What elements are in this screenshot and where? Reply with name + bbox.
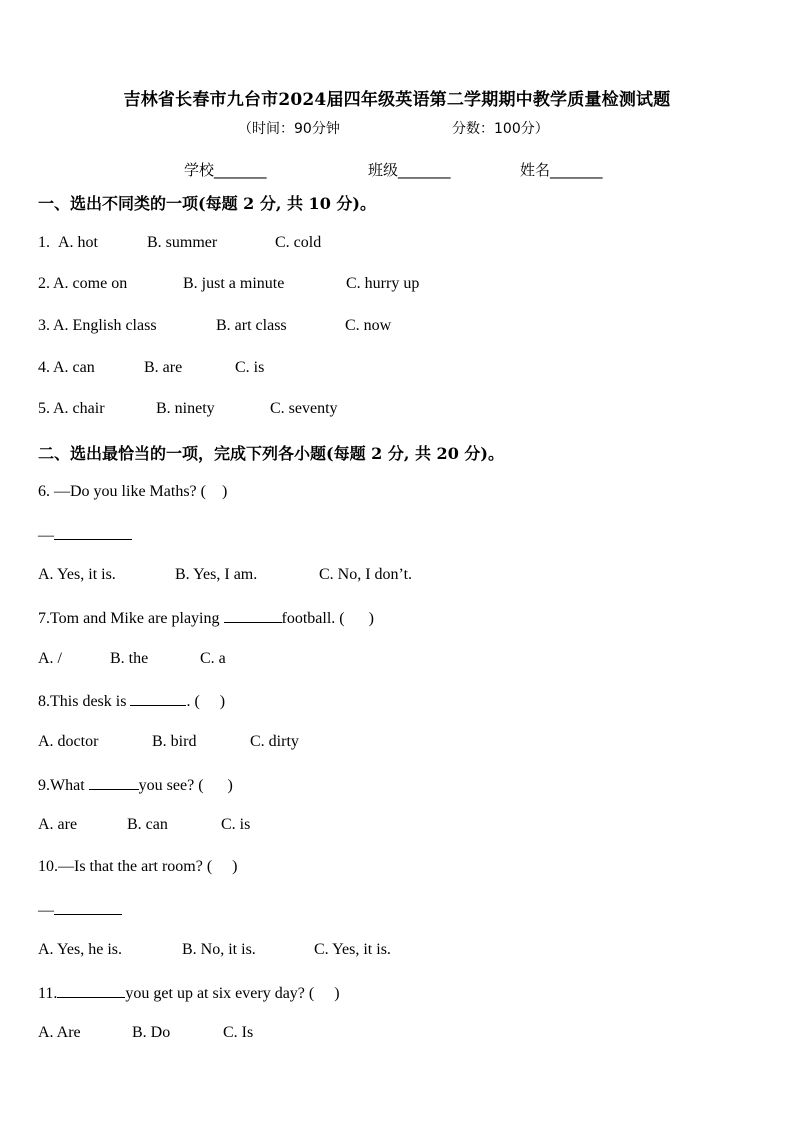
stem-text: football. ( ) xyxy=(281,610,374,627)
class-field[interactable]: 班级_______ xyxy=(368,161,451,179)
name-field[interactable]: 姓名_______ xyxy=(520,161,603,179)
option-b[interactable]: B. just a minute xyxy=(183,275,285,292)
question-stem xyxy=(38,775,233,795)
option-a[interactable]: A. / xyxy=(38,650,62,667)
answer-line[interactable] xyxy=(38,525,132,545)
section2-heading: 二、选出最恰当的一项，完成下列各小题(每题 2 分, 共 20 分)。 xyxy=(38,444,504,463)
section1-heading: 一、选出不同类的一项(每题 2 分, 共 10 分)。 xyxy=(38,194,376,213)
option-c[interactable]: C. seventy xyxy=(270,400,338,417)
stem-text: you see? ( ) xyxy=(138,777,233,794)
option-a[interactable]: A. English class xyxy=(53,317,157,334)
stem-text: 11. xyxy=(38,985,58,1002)
option-a[interactable]: A. Yes, he is. xyxy=(38,941,123,958)
answer-blank[interactable] xyxy=(89,775,139,790)
option-a[interactable]: A. can xyxy=(53,359,95,376)
question-stem xyxy=(38,983,340,1003)
option-b[interactable]: B. ninety xyxy=(156,400,215,417)
question-stem: 10.—Is that the art room? ( ) xyxy=(38,858,238,875)
option-b[interactable]: B. can xyxy=(127,816,168,833)
option-c[interactable]: C. No, I don’t. xyxy=(319,566,413,583)
option-c[interactable]: C. is xyxy=(221,816,251,833)
option-a[interactable]: A. chair xyxy=(53,400,105,417)
stem-text: . ( ) xyxy=(186,693,226,710)
option-a[interactable]: A. hot xyxy=(58,234,98,251)
stem-text: you get up at six every day? ( ) xyxy=(125,985,340,1002)
option-a[interactable]: A. Yes, it is. xyxy=(38,566,116,583)
option-b[interactable]: B. art class xyxy=(216,317,287,334)
exam-score: 分数：100分） xyxy=(452,121,549,137)
option-b[interactable]: B. are xyxy=(144,359,183,376)
option-b[interactable]: B. No, it is. xyxy=(182,941,256,958)
question-stem xyxy=(38,608,374,628)
dash: — xyxy=(38,527,54,544)
answer-blank[interactable] xyxy=(54,525,132,540)
option-a[interactable]: A. come on xyxy=(53,275,128,292)
question-number: 4. xyxy=(38,359,50,376)
exam-title: 吉林省长春市九台市2024届四年级英语第二学期期中教学质量检测试题 xyxy=(123,90,671,110)
option-b[interactable]: B. Yes, I am. xyxy=(175,566,258,583)
dash: — xyxy=(38,902,54,919)
option-b[interactable]: B. bird xyxy=(152,733,197,750)
stem-text: 7.Tom and Mike are playing xyxy=(38,610,224,627)
option-c[interactable]: C. a xyxy=(200,650,226,667)
option-c[interactable]: C. Yes, it is. xyxy=(314,941,391,958)
answer-blank[interactable] xyxy=(130,691,186,706)
option-b[interactable]: B. the xyxy=(110,650,149,667)
answer-blank[interactable] xyxy=(54,900,122,915)
answer-blank[interactable] xyxy=(57,983,125,998)
option-c[interactable]: C. dirty xyxy=(250,733,299,750)
option-a[interactable]: A. Are xyxy=(38,1024,81,1041)
question-stem: 6. —Do you like Maths? ( ) xyxy=(38,483,228,500)
option-c[interactable]: C. Is xyxy=(223,1024,254,1041)
answer-line[interactable] xyxy=(38,900,122,920)
option-c[interactable]: C. cold xyxy=(275,234,322,251)
option-c[interactable]: C. hurry up xyxy=(346,275,420,292)
question-number: 3. xyxy=(38,317,50,334)
option-b[interactable]: B. Do xyxy=(132,1024,171,1041)
question-number: 5. xyxy=(38,400,50,417)
option-c[interactable]: C. is xyxy=(235,359,265,376)
option-a[interactable]: A. are xyxy=(38,816,78,833)
school-field[interactable]: 学校_______ xyxy=(184,161,267,179)
question-number: 2. xyxy=(38,275,50,292)
stem-text: 9.What xyxy=(38,777,89,794)
option-b[interactable]: B. summer xyxy=(147,234,218,251)
stem-text: 8.This desk is xyxy=(38,693,131,710)
question-stem xyxy=(38,691,225,711)
answer-blank[interactable] xyxy=(224,608,282,623)
question-number: 1. xyxy=(38,234,54,251)
option-a[interactable]: A. doctor xyxy=(38,733,99,750)
option-c[interactable]: C. now xyxy=(345,317,392,334)
exam-time: （时间：90分钟 xyxy=(238,121,340,137)
